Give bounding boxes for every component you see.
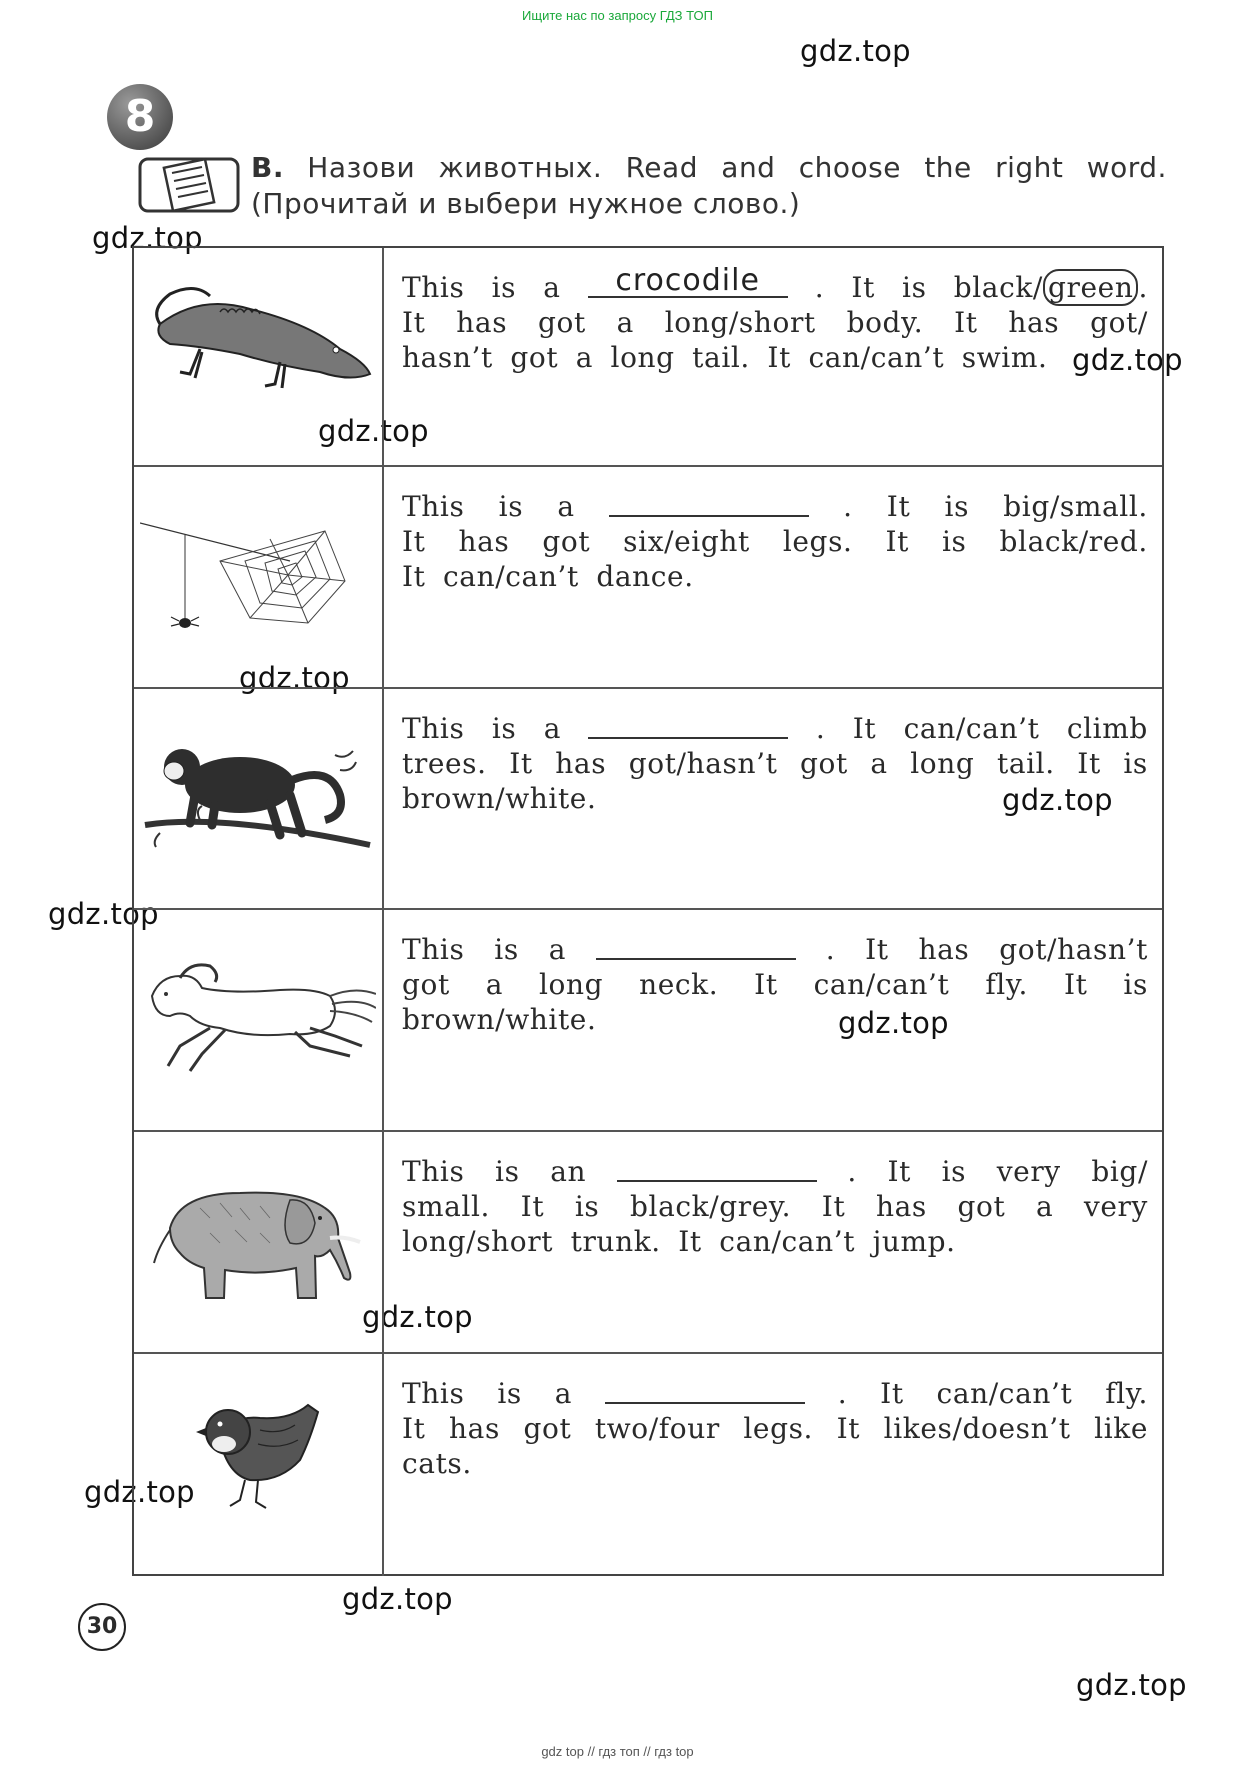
picture-cell: [134, 910, 384, 1130]
answer-blank[interactable]: [605, 1376, 805, 1404]
word: got: [957, 1190, 1006, 1223]
word: It: [821, 1190, 846, 1223]
word: long: [538, 968, 604, 1001]
word: can/can’t: [936, 1377, 1073, 1410]
word: This: [402, 1377, 465, 1410]
footer-links[interactable]: gdz top // гдз топ // гдз top: [541, 1744, 694, 1759]
word: It: [886, 490, 911, 523]
word: is: [497, 1377, 522, 1410]
watermark: gdz.top: [239, 661, 350, 695]
word: like: [1094, 1412, 1148, 1445]
watermark: gdz.top: [342, 1582, 453, 1616]
answer-blank[interactable]: [588, 263, 788, 298]
word: This: [402, 271, 465, 304]
table-row: [134, 248, 1162, 467]
word: a: [1035, 1190, 1054, 1223]
text-line: [402, 263, 1148, 305]
task-instruction: [251, 150, 1167, 222]
watermark: gdz.top: [362, 1300, 473, 1334]
word: a: [557, 490, 575, 523]
word: This: [402, 490, 465, 523]
word: is: [902, 271, 927, 304]
word: two/four: [594, 1412, 720, 1445]
watermark: gdz.top: [84, 1475, 195, 1509]
word: a: [543, 712, 562, 745]
word: a: [554, 1377, 573, 1410]
word: It: [509, 747, 533, 780]
word: legs.: [782, 525, 853, 558]
word: trees.: [402, 747, 487, 780]
word: can/can’t: [903, 712, 1040, 745]
word: a: [543, 271, 561, 304]
task-letter: B.: [251, 151, 284, 184]
picture-cell: [134, 689, 384, 908]
word: This: [402, 933, 465, 966]
word: got: [537, 306, 586, 339]
word: fly.: [1105, 1377, 1148, 1410]
word: legs.: [743, 1412, 814, 1445]
word: a: [548, 933, 566, 966]
top-banner[interactable]: Ищите нас по запросу ГДЗ ТОП: [522, 8, 713, 23]
word: got: [402, 968, 450, 1001]
word: black/grey.: [630, 1190, 792, 1223]
table-row: [134, 467, 1162, 689]
word: It: [402, 525, 426, 558]
word: .: [814, 271, 825, 304]
word: has: [875, 1190, 927, 1223]
table-row: [134, 1354, 1162, 1576]
picture-cell: [134, 1354, 384, 1576]
word: big/small.: [1003, 490, 1148, 523]
word: long: [910, 747, 975, 780]
word: It: [851, 271, 875, 304]
animals-table: [132, 246, 1164, 1576]
word: got: [542, 525, 591, 558]
text-line: [402, 524, 1148, 559]
word: is: [495, 1155, 520, 1188]
answer-blank[interactable]: [617, 1154, 817, 1182]
row-text: [402, 489, 1148, 594]
answer-blank[interactable]: [588, 711, 788, 739]
circled-choice[interactable]: green: [1043, 269, 1138, 306]
word: It: [887, 1155, 911, 1188]
word: tail.: [996, 747, 1055, 780]
word: a: [616, 306, 634, 339]
instruction-word: Назови: [307, 151, 416, 184]
word: can/can’t: [813, 968, 950, 1001]
word: big/: [1091, 1155, 1148, 1188]
word: It: [402, 306, 426, 339]
word: has: [458, 525, 510, 558]
word: .: [843, 490, 853, 523]
answer-blank[interactable]: [609, 489, 809, 517]
row-text: [402, 263, 1148, 375]
text-line: long/short trunk. It can/can’t jump.: [402, 1225, 956, 1258]
row-text: [402, 932, 1148, 1037]
watermark: gdz.top: [1072, 343, 1183, 377]
word-group: [954, 270, 1148, 305]
word: .: [825, 933, 836, 966]
word: got/hasn’t: [628, 747, 778, 780]
word: is: [944, 490, 970, 523]
word: fly.: [985, 968, 1029, 1001]
text-line: [402, 967, 1148, 1002]
word: got: [800, 747, 848, 780]
row-text: [402, 1154, 1148, 1259]
watermark: gdz.top: [1076, 1668, 1187, 1702]
word: It: [1077, 747, 1101, 780]
word: It: [520, 1190, 545, 1223]
word: is: [494, 933, 519, 966]
word: is: [1123, 968, 1148, 1001]
monkey-picture: [140, 695, 376, 900]
word: has: [449, 1412, 500, 1445]
word: It: [885, 525, 910, 558]
picture-cell: [134, 248, 384, 465]
word: is: [942, 525, 967, 558]
word: .: [815, 712, 826, 745]
word: likes/doesn’t: [883, 1412, 1071, 1445]
word: small.: [402, 1190, 491, 1223]
watermark: gdz.top: [48, 897, 159, 931]
word: black/red.: [999, 525, 1148, 558]
table-row: [134, 910, 1162, 1132]
word: long/short: [664, 306, 816, 339]
word: neck.: [639, 968, 719, 1001]
word: It: [754, 968, 778, 1001]
word: .: [1138, 271, 1148, 304]
picture-cell: [134, 467, 384, 687]
word: is: [491, 271, 517, 304]
text-line: [402, 1411, 1148, 1446]
row-text: [402, 711, 1148, 816]
word: a: [870, 747, 888, 780]
word: very: [1083, 1190, 1148, 1223]
word: It: [880, 1377, 904, 1410]
text-line: [402, 711, 1148, 746]
instruction-translation: (Прочитай и выбери нужное слово.): [251, 187, 801, 220]
picture-cell: [134, 1132, 384, 1352]
word: is: [491, 712, 517, 745]
instruction-word: Read: [625, 151, 698, 184]
text-line: [402, 1376, 1148, 1411]
spider-picture: [140, 473, 376, 678]
word: .: [847, 1155, 857, 1188]
watermark: gdz.top: [838, 1006, 949, 1040]
word: has: [456, 306, 508, 339]
answer-blank[interactable]: [596, 932, 796, 960]
word: an: [550, 1155, 587, 1188]
word: It: [852, 712, 877, 745]
text-line: hasn’t got a long tail. It can/can’t swim.: [402, 341, 1048, 374]
word: black/: [953, 271, 1043, 304]
table-row: [134, 1132, 1162, 1354]
instruction-word: right: [995, 151, 1064, 184]
worksheet-icon: [138, 155, 242, 215]
handwritten-answer: crocodile: [615, 263, 760, 298]
word: got/hasn’t: [999, 933, 1148, 966]
text-line: [402, 932, 1148, 967]
crocodile-picture: [140, 254, 376, 459]
word: is: [941, 1155, 967, 1188]
word: It: [954, 306, 978, 339]
watermark: gdz.top: [1002, 783, 1113, 817]
text-line: cats.: [402, 1447, 472, 1480]
text-line: brown/white.: [402, 782, 597, 815]
word: body.: [846, 306, 924, 339]
text-line: [402, 1189, 1148, 1224]
horse-picture: [140, 916, 376, 1121]
watermark: gdz.top: [92, 221, 203, 255]
table-row: [134, 689, 1162, 910]
word: got: [523, 1412, 572, 1445]
instruction-word: the: [924, 151, 972, 184]
text-line: [402, 746, 1148, 781]
instruction-word: and: [721, 151, 776, 184]
word: It: [836, 1412, 861, 1445]
row-text: [402, 1376, 1148, 1481]
word: six/eight: [623, 525, 750, 558]
instruction-word: word.: [1086, 151, 1167, 184]
word: It: [402, 1412, 426, 1445]
word: It: [1063, 968, 1088, 1001]
text-line: [402, 305, 1148, 340]
text-line: It can/can’t dance.: [402, 560, 694, 593]
text-line: [402, 489, 1148, 524]
word: This: [402, 712, 465, 745]
word: is: [498, 490, 524, 523]
text-line: [402, 1154, 1148, 1189]
word: a: [485, 968, 504, 1001]
unit-number-badge: 8: [107, 84, 173, 150]
word: is: [574, 1190, 600, 1223]
word: This: [402, 1155, 465, 1188]
word: has: [918, 933, 970, 966]
word: very: [996, 1155, 1061, 1188]
text-line: brown/white.: [402, 1003, 597, 1036]
instruction-word: животных.: [438, 151, 603, 184]
watermark: gdz.top: [318, 414, 429, 448]
word: got/: [1090, 306, 1148, 339]
word: is: [1123, 747, 1148, 780]
word: has: [555, 747, 607, 780]
word: It: [865, 933, 889, 966]
watermark: gdz.top: [800, 34, 911, 68]
instruction-word: choose: [798, 151, 901, 184]
word: has: [1008, 306, 1060, 339]
word: .: [837, 1377, 848, 1410]
page-number: 30: [78, 1603, 126, 1651]
bird-picture: [140, 1360, 376, 1565]
elephant-picture: [140, 1138, 376, 1343]
word: climb: [1066, 712, 1148, 745]
